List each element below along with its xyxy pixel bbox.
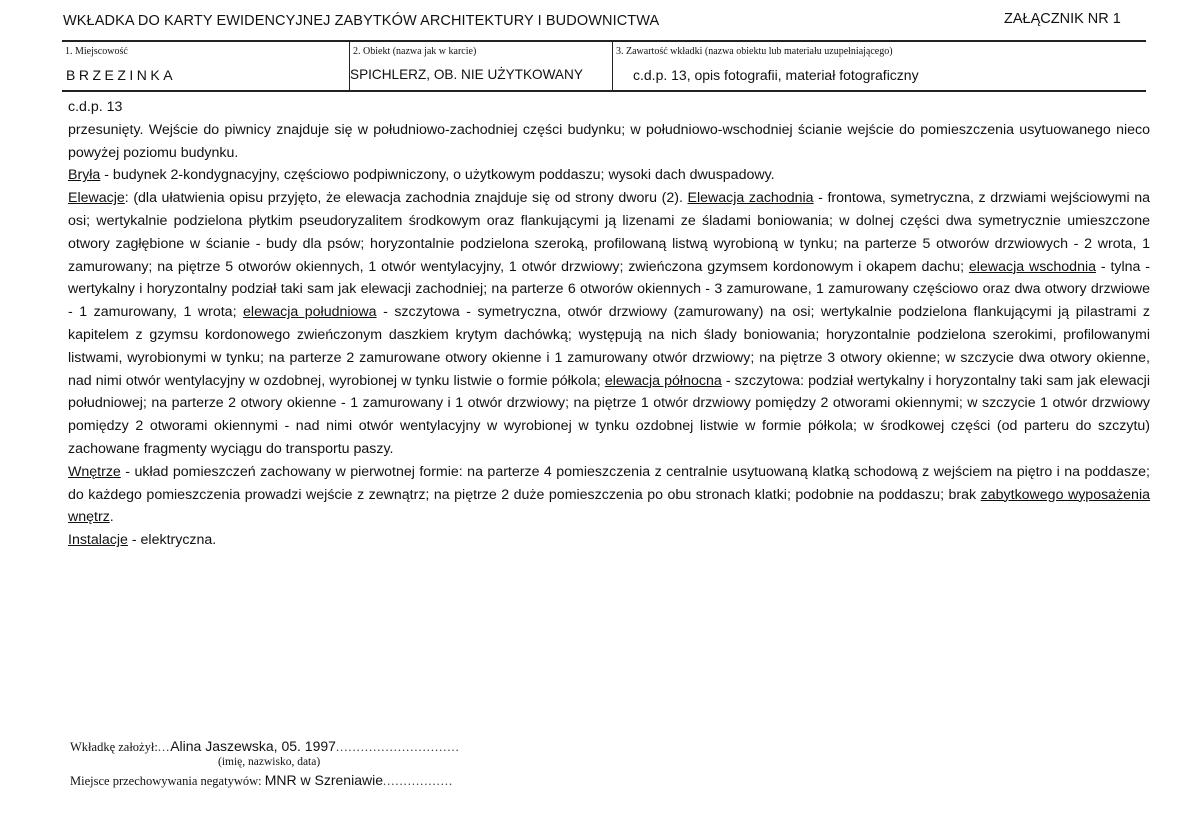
field-contents-label: 3. Zawartość wkładki (nazwa obiektu lub materiału uzupełniającego) [616, 46, 893, 57]
section-heading-instalacje: Instalacje [68, 532, 128, 549]
subheading-elewacja-wschodnia: elewacja wschodnia [968, 258, 1097, 275]
section-text-elewacje-4: - szczytowa - symetryczna, otwór drzwiowy (zamurowany) na osi; wertykalnie podzielona flankującymi ją pilastrami z kapitelem z gzymsu kordonowego zwieńczonym daszkiem krytym dachówką; występują na nich ślady boniowania; horyzontalnie podzielona szerokimi, profilowanymi listwami, wyrobionymi w tynku; na parterze 2 zamurowane otwory okienne i 1 zamurowany otwór drzwiowy; na piętrze 3 otwory okienne; w szczycie dwa otwory okienne, nad nimi otwór wentylacyjny w ozdobnej, wyrobionej w tynku listwie o formie półkola; [68, 304, 1151, 389]
section-heading-elewacje: Elewacje [68, 190, 125, 207]
description-body [68, 96, 1150, 552]
section-heading-wnetrze: Wnętrze [68, 463, 121, 480]
field-contents-value: c.d.p. 13, opis fotografii, materiał fotograficzny [633, 67, 919, 83]
field-object-value: SPICHLERZ, OB. NIE UŻYTKOWANY [350, 67, 583, 82]
paragraph-instalacje [68, 529, 1150, 552]
paragraph-bryla [68, 164, 1150, 187]
section-text-elewacje-1: : (dla ułatwienia opisu przyjęto, że elewacja zachodnia znajduje się od strony dworu (2). [124, 190, 688, 207]
paragraph-intro: przesunięty. Wejście do piwnicy znajduje się w południowo-zachodniej części budynku; w południowo-wschodniej ścianie wejście do pomieszczenia usytuowanego nieco powyżej poziomu budynku. [68, 121, 1150, 161]
form-header-table [62, 40, 1146, 92]
subheading-elewacja-zachodnia: Elewacja zachodnia [687, 190, 814, 207]
author-label: Wkładkę założył: [70, 740, 158, 754]
annex-label: ZAŁĄCZNIK NR 1 [1004, 11, 1121, 27]
continuation-label: c.d.p. 13 [68, 99, 123, 115]
storage-label: Miejsce przechowywania negatywów: [70, 774, 262, 788]
document-footer [70, 738, 460, 790]
field-contents [612, 42, 1146, 90]
author-row: Wkładkę założył:...Alina Jaszewska, 05. 1997.............................. [70, 738, 460, 754]
author-hint: (imię, nazwisko, data) [218, 756, 321, 768]
section-text-elewacje-3: - tylna - wertykalny i horyzontalny podział taki sam jak elewacji zachodniej; na parterze 6 otworów okiennych - 3 zamurowane, 1 zamurowany częściowo oraz dwa otwory drzwiowe - 1 zamurowany, 1 wrota; [68, 258, 1150, 321]
section-text-wnetrze-end: . [109, 509, 114, 526]
author-value: Alina Jaszewska, 05. 1997 [170, 738, 336, 754]
storage-row: Miejsce przechowywania negatywów: MNR w Szreniawie................. [70, 772, 454, 788]
field-locality-value: BRZEZINKA [66, 67, 177, 83]
field-locality-label: 1. Miejscowość [65, 46, 128, 57]
document-title: WKŁADKA DO KARTY EWIDENCYJNEJ ZABYTKÓW ARCHITEKTURY I BUDOWNICTWA [63, 13, 660, 29]
section-text-elewacje-2: - frontowa, symetryczna, z drzwiami wejściowymi na osi; wertykalnie podzielona płytkim pseudoryzalitem środkowym oraz flankującymi ją lizenami ze śladami boniowania; w dolnej części dwa symetrycznie umieszczone otwory zagłębione w ścianie - budy dla psów; horyzontalnie podzielona szeroką, profilowaną listwą wyrobioną w tynku; na parterze 5 otworów drzwiowych - 2 wrota, 1 zamurowany; na piętrze 5 otworów okiennych, 1 otwór wentylacyjny, 1 otwór drzwiowy; zwieńczona gzymsem kordonowym i okapem dachu; [68, 190, 1150, 275]
field-object [349, 42, 612, 90]
subheading-elewacja-poludniowa: elewacja południowa [243, 304, 377, 321]
field-locality [62, 42, 349, 90]
subheading-elewacja-polnocna: elewacja północna [604, 372, 722, 389]
paragraph-elewacje [68, 187, 1150, 461]
section-text-bryla: - budynek 2-kondygnacyjny, częściowo podpiwniczony, o użytkowym poddaszu; wysoki dach dwuspadowy. [100, 167, 775, 184]
phrase-wyposazenie: zabytkowego wyposażenia wnętrz [68, 486, 1150, 526]
section-text-elewacje-5: - szczytowa: podział wertykalny i horyzontalny taki sam jak elewacji południowej; na parterze 2 otwory okienne - 1 zamurowany i 1 otwór drzwiowy; na piętrze 1 otwór drzwiowy pomiędzy 2 otworami okiennymi; w szczycie 1 otwór drzwiowy pomiędzy 2 otworami okiennymi - nad nimi otwór wentylacyjny w wyrobionej w tynku ozdobnej listwie w formie półkola; w środkowej części (od parteru do szczytu) zachowane fragmenty wyciągu do transportu paszy. [68, 372, 1150, 457]
section-heading-bryla: Bryła [68, 167, 101, 184]
storage-value: MNR w Szreniawie [264, 772, 383, 788]
field-object-label: 2. Obiekt (nazwa jak w karcie) [353, 46, 477, 57]
section-text-wnetrze: - układ pomieszczeń zachowany w pierwotnej formie: na parterze 4 pomieszczenia z centralnie usytuowaną klatką schodową z wejściem na piętro i na poddasze; do każdego pomieszczenia prowadzi wejście z zewnątrz; na piętrze 2 duże pomieszczenia po obu stronach klatki; podobnie na poddaszu; brak [68, 463, 1150, 503]
paragraph-wnetrze [68, 461, 1150, 529]
section-text-instalacje: - elektryczna. [127, 532, 217, 549]
